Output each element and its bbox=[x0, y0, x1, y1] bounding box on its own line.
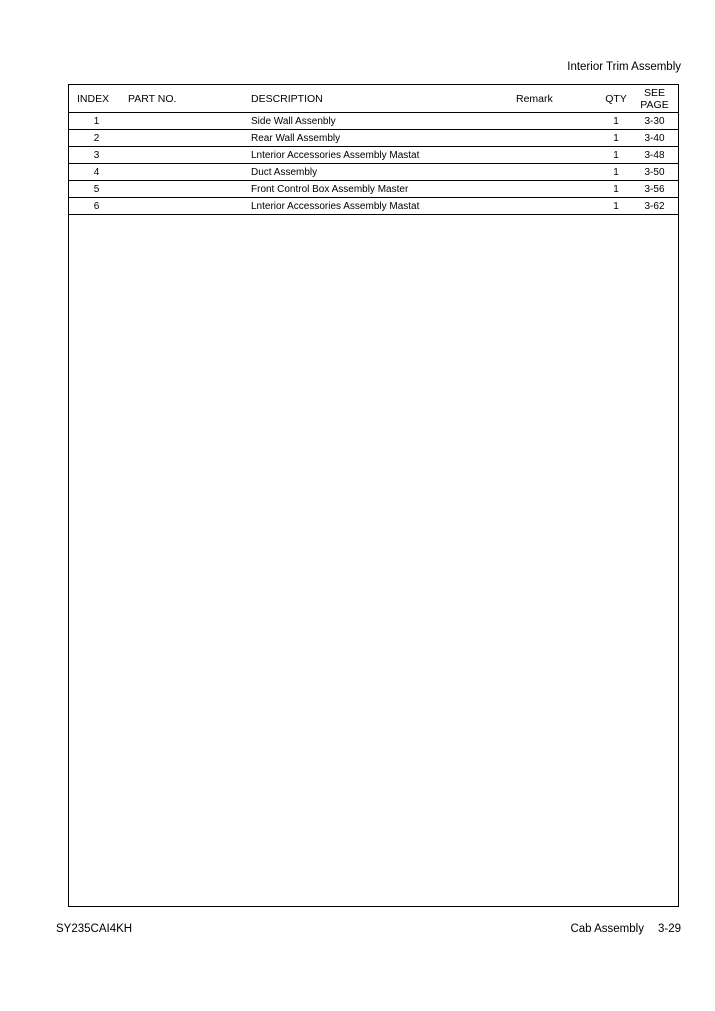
cell-index: 6 bbox=[69, 198, 124, 215]
cell-index: 5 bbox=[69, 181, 124, 198]
cell-remark bbox=[516, 164, 601, 181]
table-row bbox=[69, 147, 678, 164]
table-header-row bbox=[69, 85, 678, 113]
cell-index: 1 bbox=[69, 113, 124, 130]
cell-qty: 1 bbox=[601, 130, 631, 147]
cell-part-no bbox=[124, 147, 250, 164]
cell-remark bbox=[516, 181, 601, 198]
footer-chapter: Cab Assembly bbox=[570, 923, 644, 935]
cell-description: Side Wall Assenbly bbox=[250, 113, 516, 130]
cell-part-no bbox=[124, 198, 250, 215]
cell-see-page: 3-40 bbox=[631, 130, 678, 147]
column-header-qty: QTY bbox=[601, 85, 631, 113]
column-header-description: DESCRIPTION bbox=[250, 85, 516, 113]
table-row bbox=[69, 113, 678, 130]
table-row bbox=[69, 198, 678, 215]
cell-description: Front Control Box Assembly Master bbox=[250, 181, 516, 198]
cell-see-page: 3-30 bbox=[631, 113, 678, 130]
cell-qty: 1 bbox=[601, 113, 631, 130]
cell-qty: 1 bbox=[601, 164, 631, 181]
cell-index: 3 bbox=[69, 147, 124, 164]
column-header-remark: Remark bbox=[516, 85, 601, 113]
cell-part-no bbox=[124, 181, 250, 198]
parts-table bbox=[69, 85, 678, 215]
cell-description: Lnterior Accessories Assembly Mastat bbox=[250, 147, 516, 164]
cell-qty: 1 bbox=[601, 181, 631, 198]
cell-see-page: 3-48 bbox=[631, 147, 678, 164]
column-header-see-page-line1: SEE bbox=[643, 86, 665, 99]
cell-remark bbox=[516, 113, 601, 130]
footer-chapter-page bbox=[570, 923, 681, 935]
table-row bbox=[69, 130, 678, 147]
cell-see-page: 3-50 bbox=[631, 164, 678, 181]
parts-list-frame bbox=[68, 84, 679, 907]
cell-description: Duct Assembly bbox=[250, 164, 516, 181]
cell-part-no bbox=[124, 130, 250, 147]
table-row bbox=[69, 164, 678, 181]
cell-part-no bbox=[124, 164, 250, 181]
column-header-index: INDEX bbox=[69, 85, 124, 113]
cell-see-page: 3-56 bbox=[631, 181, 678, 198]
cell-index: 2 bbox=[69, 130, 124, 147]
column-header-see-page bbox=[631, 85, 678, 113]
section-title: Interior Trim Assembly bbox=[567, 61, 681, 73]
cell-see-page: 3-62 bbox=[631, 198, 678, 215]
cell-qty: 1 bbox=[601, 147, 631, 164]
cell-remark bbox=[516, 147, 601, 164]
cell-remark bbox=[516, 130, 601, 147]
cell-description: Rear Wall Assembly bbox=[250, 130, 516, 147]
cell-part-no bbox=[124, 113, 250, 130]
cell-index: 4 bbox=[69, 164, 124, 181]
footer-model-code: SY235CAI4KH bbox=[56, 923, 133, 935]
footer-page-number: 3-29 bbox=[657, 923, 681, 935]
table-row bbox=[69, 181, 678, 198]
column-header-see-page-line2: PAGE bbox=[640, 98, 669, 111]
column-header-part-no: PART NO. bbox=[124, 85, 250, 113]
cell-remark bbox=[516, 198, 601, 215]
cell-description: Lnterior Accessories Assembly Mastat bbox=[250, 198, 516, 215]
cell-qty: 1 bbox=[601, 198, 631, 215]
